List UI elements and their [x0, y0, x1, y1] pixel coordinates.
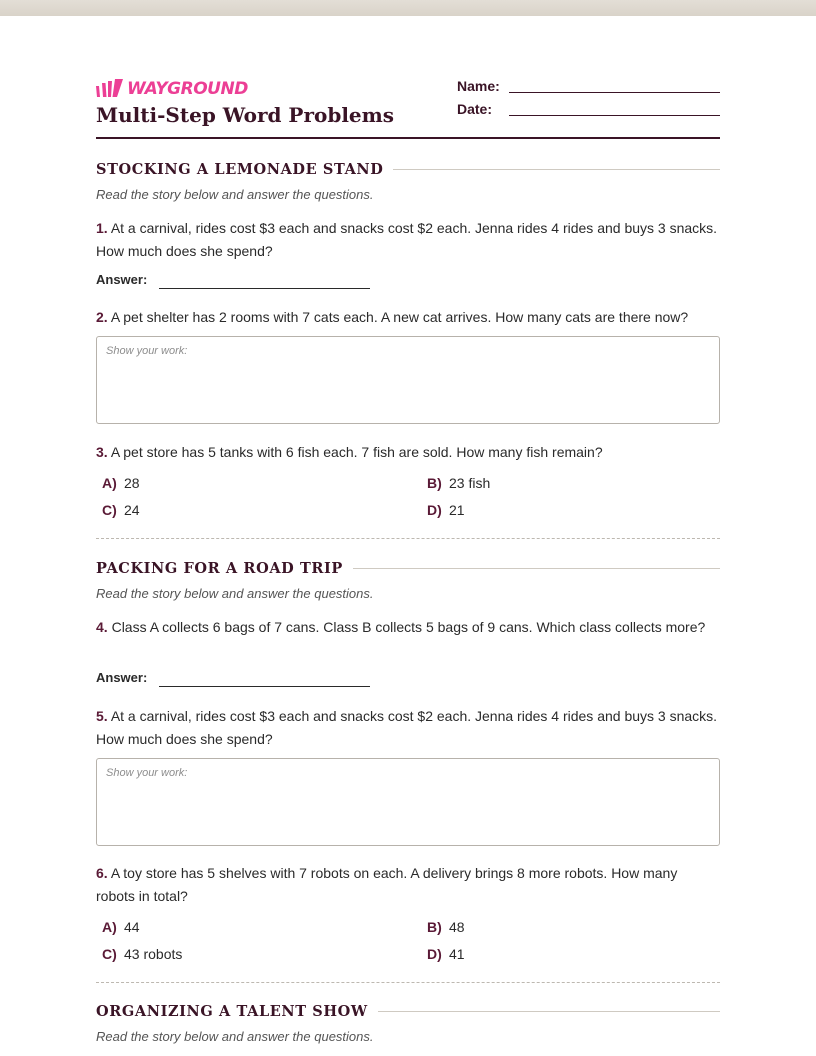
question-3	[96, 441, 720, 464]
choice-text: 28	[124, 475, 140, 491]
choice-a[interactable]	[102, 475, 140, 491]
choice-d[interactable]	[427, 946, 465, 962]
date-label: Date:	[457, 101, 493, 117]
section-title	[96, 161, 720, 178]
choice-letter: B)	[427, 475, 442, 491]
section-title-text: STOCKING A LEMONADE STAND	[96, 161, 384, 178]
work-placeholder: Show your work:	[106, 345, 188, 357]
question-text: A pet store has 5 tanks with 6 fish each. 7 fish are sold. How many fish remain?	[110, 444, 603, 460]
choice-letter: B)	[427, 919, 442, 935]
header-divider	[96, 137, 720, 139]
question-2	[96, 306, 720, 329]
choice-text: 24	[124, 502, 140, 518]
top-bar	[0, 0, 816, 16]
name-field[interactable]	[457, 78, 720, 98]
answer-label: Answer:	[96, 272, 148, 287]
name-line[interactable]	[509, 92, 720, 93]
question-number: 4.	[96, 619, 108, 635]
question-number: 5.	[96, 708, 108, 724]
choice-text: 23 fish	[449, 475, 491, 491]
section-divider	[96, 982, 720, 983]
section-title-rule	[393, 169, 720, 170]
choice-text: 48	[449, 919, 465, 935]
choice-letter: D)	[427, 946, 442, 962]
answer-line[interactable]	[159, 686, 370, 687]
question-text: A pet shelter has 2 rooms with 7 cats each. A new cat arrives. How many cats are there now?	[110, 309, 689, 325]
choice-b[interactable]	[427, 475, 490, 491]
brand	[96, 78, 248, 100]
question-text: Class A collects 6 bags of 7 cans. Class B collects 5 bags of 9 cans. Which class collects more?	[111, 619, 706, 635]
section-title-text: PACKING FOR A ROAD TRIP	[96, 560, 343, 577]
choice-letter: A)	[102, 475, 117, 491]
choice-text: 44	[124, 919, 140, 935]
section-title-text: ORGANIZING A TALENT SHOW	[96, 1003, 368, 1020]
choice-text: 43 robots	[124, 946, 183, 962]
question-4	[96, 616, 720, 639]
choice-letter: A)	[102, 919, 117, 935]
question-number: 6.	[96, 865, 108, 881]
work-placeholder: Show your work:	[106, 767, 188, 779]
section-divider	[96, 538, 720, 539]
brand-name: WAYGROUND	[127, 79, 248, 99]
choice-d[interactable]	[427, 502, 465, 518]
question-5	[96, 705, 720, 751]
choice-text: 41	[449, 946, 465, 962]
answer-label: Answer:	[96, 670, 148, 685]
choice-letter: D)	[427, 502, 442, 518]
answer-field[interactable]	[96, 670, 376, 690]
choice-letter: C)	[102, 946, 117, 962]
question-number: 3.	[96, 444, 108, 460]
choice-letter: C)	[102, 502, 117, 518]
section-instructions: Read the story below and answer the questions.	[96, 1029, 374, 1044]
question-text: A toy store has 5 shelves with 7 robots on each. A delivery brings 8 more robots. How many robots in total?	[96, 865, 678, 904]
section-instructions: Read the story below and answer the questions.	[96, 586, 374, 601]
choice-a[interactable]	[102, 919, 140, 935]
question-number: 1.	[96, 220, 108, 236]
page-title: Multi-Step Word Problems	[96, 103, 395, 127]
choice-c[interactable]	[102, 502, 140, 518]
question-number: 2.	[96, 309, 108, 325]
answer-line[interactable]	[159, 288, 370, 289]
wayground-logo-icon	[96, 79, 123, 99]
work-box[interactable]	[96, 758, 720, 846]
date-line[interactable]	[509, 115, 720, 116]
date-field[interactable]	[457, 101, 720, 121]
choice-c[interactable]	[102, 946, 182, 962]
name-label: Name:	[457, 78, 500, 94]
question-text: At a carnival, rides cost $3 each and snacks cost $2 each. Jenna rides 4 rides and buys 3 snacks. How much does she spend?	[96, 220, 718, 259]
question-6	[96, 862, 720, 908]
section-title	[96, 1003, 720, 1020]
question-1	[96, 217, 720, 263]
work-box[interactable]	[96, 336, 720, 424]
section-title-rule	[353, 568, 720, 569]
section-instructions: Read the story below and answer the questions.	[96, 187, 374, 202]
section-title	[96, 560, 720, 577]
section-title-rule	[378, 1011, 720, 1012]
choice-text: 21	[449, 502, 465, 518]
question-text: At a carnival, rides cost $3 each and snacks cost $2 each. Jenna rides 4 rides and buys 3 snacks. How much does she spend?	[96, 708, 718, 747]
choice-b[interactable]	[427, 919, 465, 935]
answer-field[interactable]	[96, 272, 376, 292]
